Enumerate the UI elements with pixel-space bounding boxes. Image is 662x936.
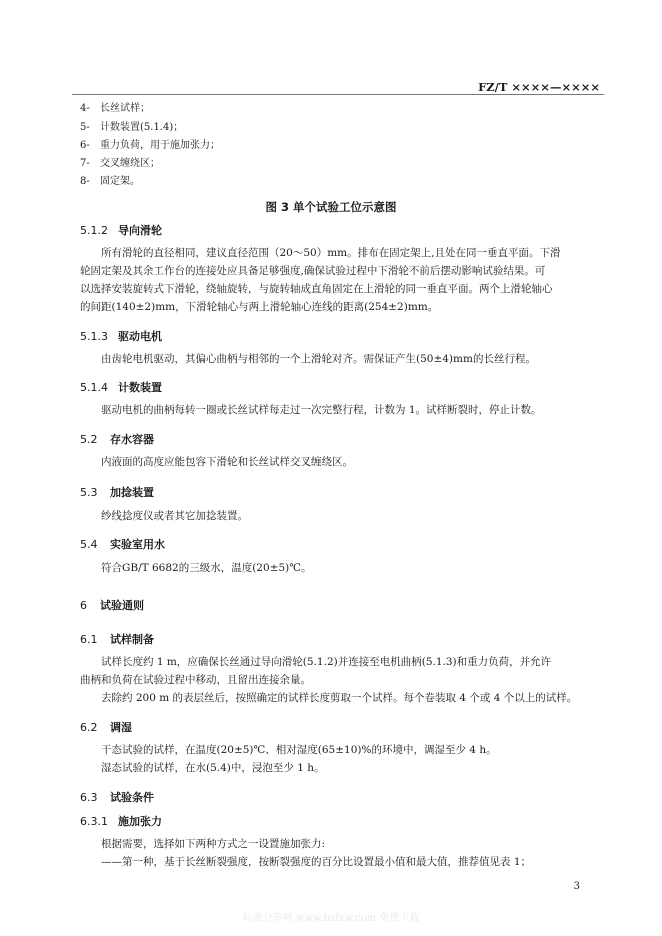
watermark: 标准分享网 www.bzfxw.com 免费下载 (242, 913, 420, 924)
section-heading-6-3-1: 6.3.1 施加张力 (80, 815, 162, 828)
section-heading-5-1-4: 5.1.4 计数装置 (80, 381, 162, 394)
paragraph-6-1: 试样长度约 1 m，应确保长丝通过导向滑轮(5.1.2)并连接至电机曲柄(5.1.3)和重力负荷，并允许 曲柄和负荷在试验过程中移动，且留出连接余量。 去除约 200 m 的表层丝后，按照确定的试样长度剪取一个试样。每个卷装取 4 个或 4 个以上的试样。 (80, 656, 578, 704)
paragraph-5-1-3: 由齿轮电机驱动，其偏心曲柄与相邻的一个上滑轮对齐。需保证产生(50±4)mm的长丝行程。 (101, 353, 536, 365)
section-heading-5-4: 5.4 实验室用水 (80, 538, 165, 551)
document-code: FZ/T ××××—×××× (478, 80, 600, 94)
section-heading-5-2: 5.2 存水容器 (80, 433, 154, 446)
figure-caption: 图 3 单个试验工位示意图 (265, 200, 397, 214)
legend-item: 6- 重力负荷，用于施加张力； (80, 140, 220, 151)
legend-item: 8- 固定架。 (80, 176, 140, 187)
paragraph-5-4: 符合GB/T 6682的三级水，温度(20±5)℃。 (101, 562, 312, 574)
paragraph-5-1-4: 驱动电机的曲柄每转一圈或长丝试样每走过一次完整行程，计数为 1。试样断裂时，停止计数。 (101, 404, 542, 416)
legend-item: 4- 长丝试样； (80, 103, 150, 114)
header-rule (72, 94, 604, 95)
paragraph-5-3: 纱线捻度仪或者其它加捻装置。 (101, 510, 248, 522)
section-heading-5-3: 5.3 加捻装置 (80, 486, 154, 499)
section-heading-5-1-3: 5.1.3 驱动电机 (80, 330, 162, 343)
paragraph-5-1-2: 所有滑轮的直径相同，建议直径范围（20～50）mm。排布在固定架上,且处在同一垂直平面。下滑 轮固定架及其余工作台的连接处应具备足够强度,确保试验过程中下滑轮不前后摆动影响试验结果。可 以选择安装旋转式下滑轮，绕轴旋转，与旋转轴成直角固定在上滑轮的同一垂直平面。两个上滑轮轴心 的间距(140±2)mm，下滑轮轴心与两上滑轮轴心连线的距离(254±2)mm。 (80, 247, 561, 313)
section-heading-6-1: 6.1 试样制备 (80, 633, 154, 646)
paragraph-6-2: 干态试验的试样，在温度(20±5)℃、相对湿度(65±10)%的环境中，调湿至少 4 h。 湿态试验的试样，在水(5.4)中，浸泡至少 1 h。 (101, 744, 497, 774)
section-heading-6: 6 试验通则 (80, 599, 144, 612)
legend-item: 5- 计数装置(5.1.4)； (80, 122, 184, 133)
section-heading-6-2: 6.2 调湿 (80, 721, 132, 734)
page-number: 3 (573, 881, 580, 892)
paragraph-5-2: 内液面的高度应能包容下滑轮和长丝试样交叉缠绕区。 (101, 456, 353, 468)
legend-item: 7- 交叉缠绕区； (80, 158, 160, 169)
section-heading-5-1-2: 5.1.2 导向滑轮 (80, 224, 162, 237)
paragraph-6-3-1: 根据需要，选择如下两种方式之一设置施加张力: ——第一种，基于长丝断裂强度，按断裂强度的百分比设置最小值和最大值，推荐值见表 1； (101, 838, 532, 868)
section-heading-6-3: 6.3 试验条件 (80, 791, 154, 804)
